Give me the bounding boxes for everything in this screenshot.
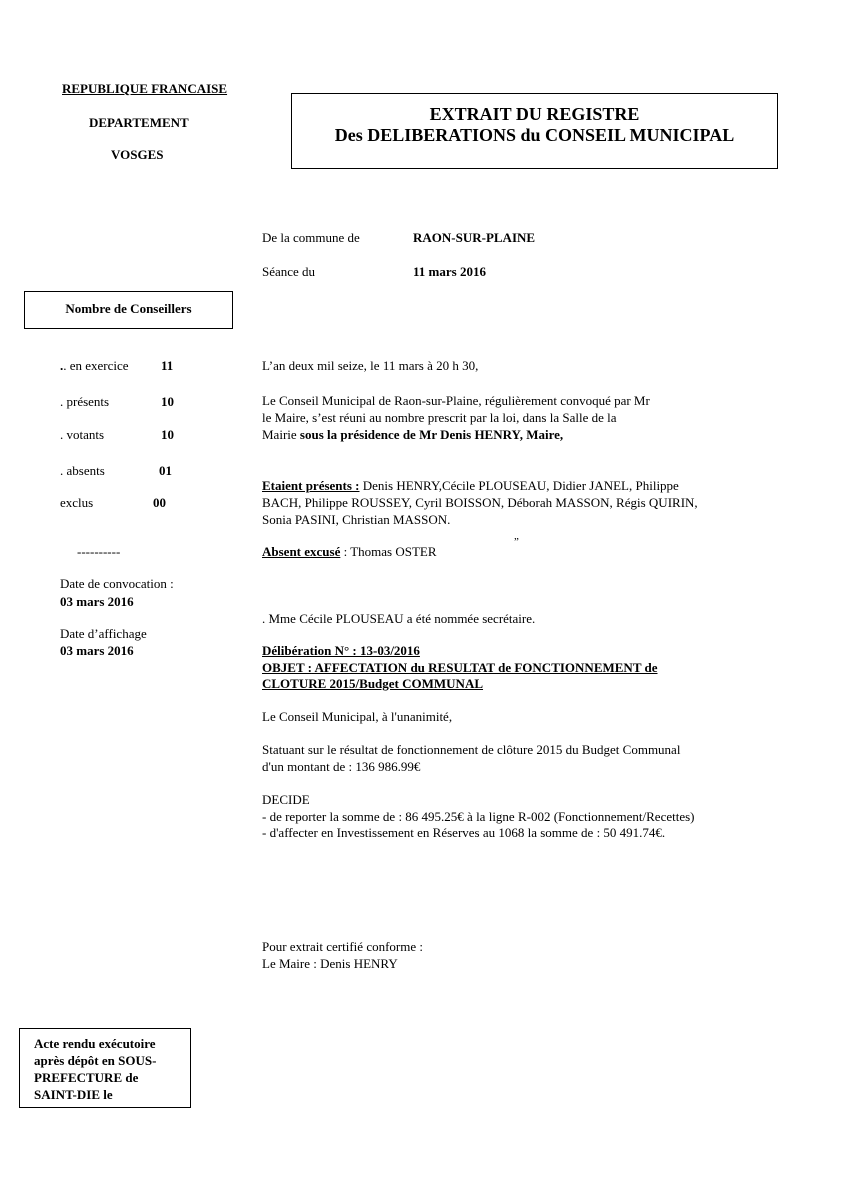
presents-names-1: Denis HENRY,Cécile PLOUSEAU, Didier JANEL, Philippe <box>359 478 679 493</box>
departement-label: DEPARTEMENT <box>89 115 189 130</box>
commune-label: De la commune de <box>262 230 360 245</box>
title-line-2: Des DELIBERATIONS du CONSEIL MUNICIPAL <box>334 125 735 145</box>
unanimite-line: Le Conseil Municipal, à l'unanimité, <box>262 709 453 724</box>
certifie-line: Pour extrait certifié conforme : <box>262 939 423 954</box>
conseil-line-1: Le Conseil Municipal de Raon-sur-Plaine, régulièrement convoqué par Mr <box>262 393 650 408</box>
absent-line <box>262 543 437 560</box>
exclus-value: 00 <box>153 495 166 510</box>
votants-label: . votants <box>60 427 105 442</box>
presents-value: 10 <box>161 394 174 409</box>
maire-line: Le Maire : Denis HENRY <box>262 956 398 971</box>
decide-line-1: - de reporter la somme de : 86 495.25€ à la ligne R-002 (Fonctionnement/Recettes) <box>262 809 695 824</box>
presents-line-2: BACH, Philippe ROUSSEY, Cyril BOISSON, Déborah MASSON, Régis QUIRIN, <box>262 495 698 510</box>
acte-line-4: SAINT-DIE le <box>34 1087 113 1102</box>
absents-value: 01 <box>159 463 172 478</box>
presents-label: . présents <box>60 394 110 409</box>
objet-line-2: CLOTURE 2015/Budget COMMUNAL <box>262 676 484 691</box>
objet-label: OBJET : <box>262 660 312 675</box>
acte-box <box>19 1028 191 1108</box>
secretaire-line: . Mme Cécile PLOUSEAU a été nommée secrétaire. <box>262 611 536 626</box>
convocation-label: Date de convocation : <box>60 576 174 591</box>
presents-line-1 <box>262 477 679 494</box>
statuant-line-1: Statuant sur le résultat de fonctionnement de clôture 2015 du Budget Communal <box>262 742 681 757</box>
absent-name: : Thomas OSTER <box>340 544 437 559</box>
affichage-label: Date d’affichage <box>60 626 147 641</box>
statuant-line-2: d'un montant de : 136 986.99€ <box>262 759 421 774</box>
acte-line-3: PREFECTURE de <box>34 1070 139 1085</box>
votants-value: 10 <box>161 427 174 442</box>
acte-line-2: après dépôt en SOUS- <box>34 1053 157 1068</box>
conseil-line-3-normal: Mairie <box>262 427 300 442</box>
stray-mark: „ <box>514 530 519 542</box>
presents-heading: Etaient présents : <box>262 478 360 493</box>
decide-heading: DECIDE <box>262 792 310 807</box>
absents-label: . absents <box>60 463 105 478</box>
date-line: L’an deux mil seize, le 11 mars à 20 h 30, <box>262 358 479 373</box>
decide-line-2: - d'affecter en Investissement en Réserves au 1068 la somme de : 50 491.74€. <box>262 825 666 840</box>
presidence-text: sous la présidence de Mr Denis HENRY, Maire, <box>299 427 564 442</box>
commune-value: RAON-SUR-PLAINE <box>413 230 536 245</box>
deliberation-number: Délibération N° : 13-03/2016 <box>262 643 420 658</box>
exclus-label: exclus <box>60 495 94 510</box>
en-exercice-label: .. en exercice <box>60 358 129 373</box>
acte-line-1: Acte rendu exécutoire <box>34 1036 156 1051</box>
absent-heading: Absent excusé <box>262 544 341 559</box>
seance-value: 11 mars 2016 <box>413 264 486 279</box>
conseillers-box <box>24 291 233 329</box>
region-label: VOSGES <box>111 147 164 162</box>
objet-text-1: AFFECTATION du RESULTAT de FONCTIONNEMENT de <box>311 660 658 675</box>
title-line-1: EXTRAIT DU REGISTRE <box>429 104 640 124</box>
affichage-value: 03 mars 2016 <box>60 643 134 658</box>
en-exercice-value: 11 <box>161 358 174 373</box>
convocation-value: 03 mars 2016 <box>60 594 134 609</box>
en-exercice-text: . en exercice <box>63 358 129 373</box>
presents-line-3: Sonia PASINI, Christian MASSON. <box>262 512 451 527</box>
objet-line-1 <box>262 659 658 676</box>
conseil-line-3 <box>262 426 563 443</box>
conseillers-heading: Nombre de Conseillers <box>65 301 192 316</box>
seance-label: Séance du <box>262 264 316 279</box>
title-box <box>291 93 778 169</box>
republic-heading: REPUBLIQUE FRANCAISE <box>62 81 228 96</box>
conseil-line-2: le Maire, s’est réuni au nombre prescrit par la loi, dans la Salle de la <box>262 410 617 425</box>
separator: ---------- <box>77 544 121 559</box>
